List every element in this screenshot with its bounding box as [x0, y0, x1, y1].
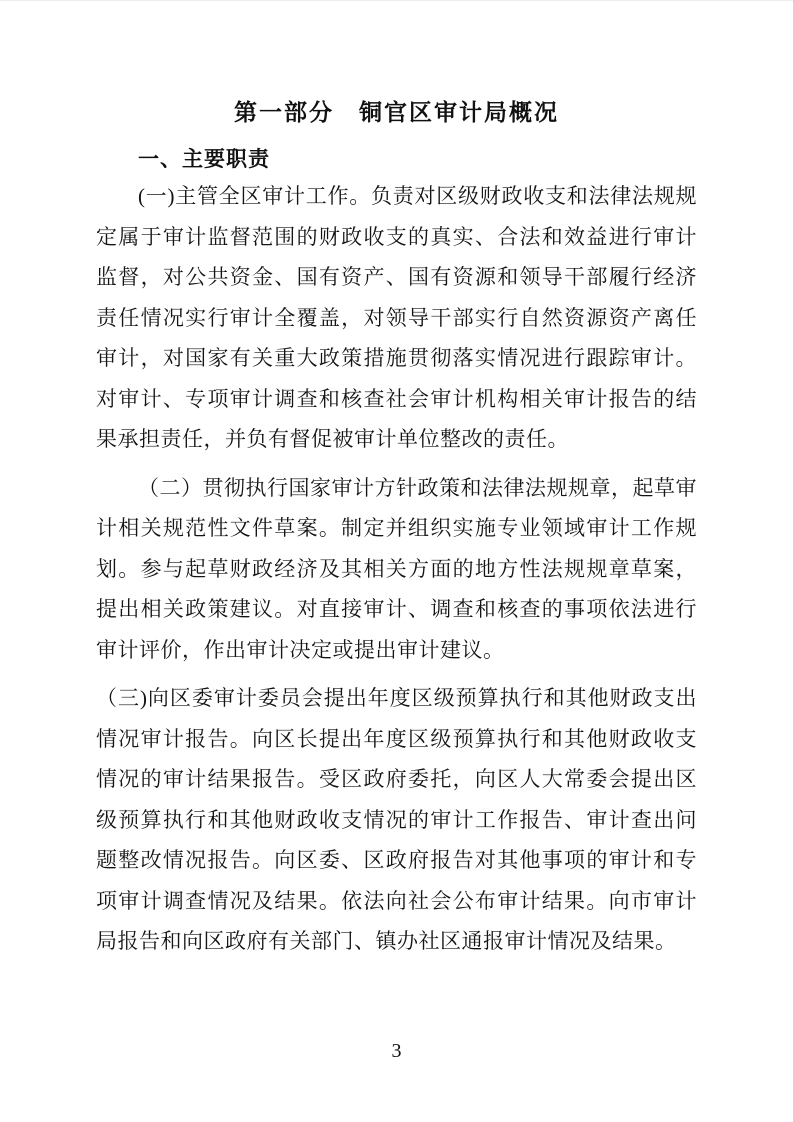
page-number: 3	[391, 1039, 402, 1062]
section-heading: 一、主要职责	[138, 148, 270, 171]
document-title: 第一部分 铜官区审计局概况	[234, 99, 559, 125]
paragraph-duty-3: （三)向区委审计委员会提出年度区级预算执行和其他财政支出情况审计报告。向区长提出年度区级预算执行和其他财政收支情况的审计结果报告。受区政府委托，向区人大常委会提出区级预算执行和其他财政收支情况的审计工作报告、审计查出问题整改情况报告。向区委、区政府报告对其他事项的审计和专项审计调查情况及结果。依法向社会公布审计结果。向市审计局报告和向区政府有关部门、镇办社区通报审计情况及结果。	[96, 686, 697, 953]
paragraph-duty-1: (一)主管全区审计工作。负责对区级财政收支和法律法规规定属于审计监督范围的财政收支的真实、合法和效益进行审计监督，对公共资金、国有资产、国有资源和领导干部履行经济责任情况实行审计全覆盖，对领导干部实行自然资源资产离任审计，对国家有关重大政策措施贯彻落实情况进行跟踪审计。对审计、专项审计调查和核查社会审计机构相关审计报告的结果承担责任，并负有督促被审计单位整改的责任。	[96, 184, 697, 451]
paragraph-duty-2: （二）贯彻执行国家审计方针政策和法律法规规章，起草审计相关规范性文件草案。制定并组织实施专业领域审计工作规划。参与起草财政经济及其相关方面的地方性法规规章草案，提出相关政策建议。对直接审计、调查和核查的事项依法进行审计评价，作出审计决定或提出审计建议。	[96, 475, 697, 662]
